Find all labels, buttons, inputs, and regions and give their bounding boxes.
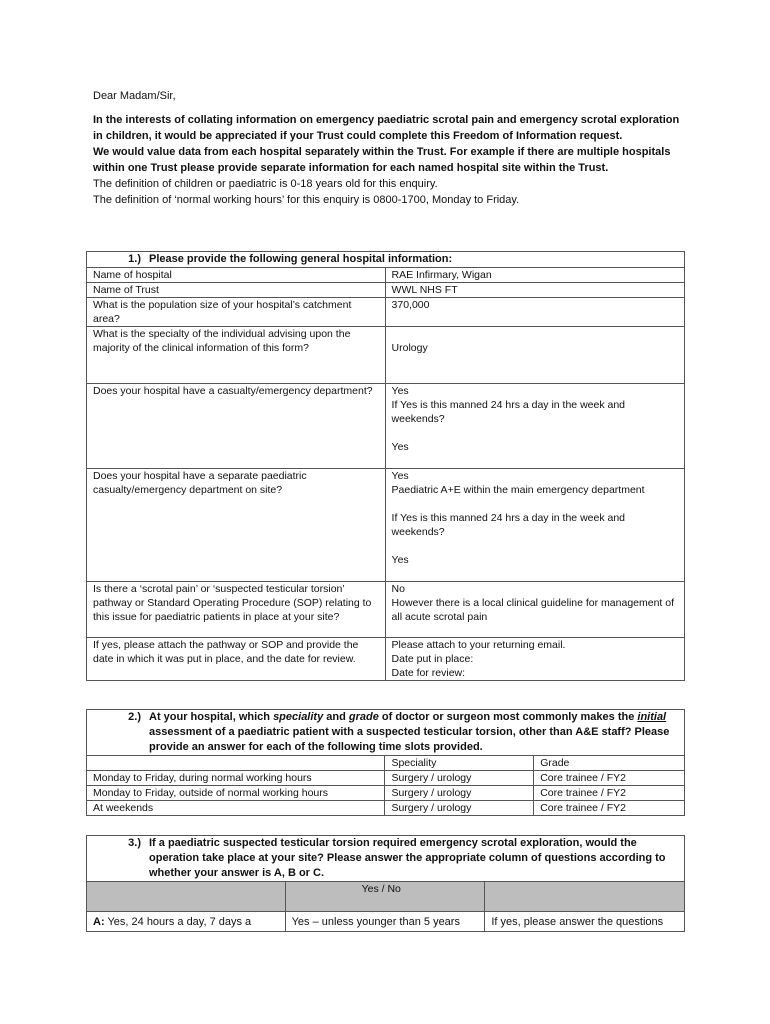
- answer-cell: Yes Paediatric A+E within the main emergency department If Yes is this manned 24 hrs a day in the week and weekends? Yes: [385, 469, 684, 582]
- table-row: [87, 298, 685, 327]
- letter-intro: [93, 88, 683, 208]
- section1-number: 1.): [128, 253, 141, 265]
- section2-title: At your hospital, which speciality and grade of doctor or surgeon most commonly makes the initial assessment of a paediatric patient with a suspected testicular torsion, other than A&E staff? Please provide an answer for each of the following time slots provided.: [149, 711, 670, 753]
- table-row: [87, 283, 685, 298]
- definition-working-hours: The definition of ‘normal working hours’ for this enquiry is 0800-1700, Monday to Friday.: [93, 194, 520, 206]
- definition-children: The definition of children or paediatric is 0-18 years old for this enquiry.: [93, 178, 438, 190]
- table-row: [87, 801, 685, 816]
- section3-table: [86, 835, 685, 932]
- question-cell: If yes, please attach the pathway or SOP and provide the date in which it was put in place, and the date for review.: [87, 638, 386, 681]
- section3-header: [87, 836, 685, 882]
- question-cell: What is the specialty of the individual advising upon the majority of the clinical information of this form?: [87, 327, 386, 384]
- answer-cell: Yes If Yes is this manned 24 hrs a day in the week and weekends? Yes: [385, 384, 684, 469]
- section1-table: [86, 251, 685, 681]
- section2-header: [87, 710, 685, 756]
- question-cell: Name of hospital: [87, 268, 386, 283]
- table-row: [87, 469, 685, 582]
- speciality-cell: Surgery / urology: [385, 786, 534, 801]
- question-cell: Name of Trust: [87, 283, 386, 298]
- table-row: [87, 756, 685, 771]
- time-slot-cell: At weekends: [87, 801, 385, 816]
- section1-title: Please provide the following general hospital information:: [149, 253, 453, 265]
- table-row: [87, 327, 685, 384]
- column-header-grade: Grade: [534, 756, 685, 771]
- grey-cell: [485, 882, 685, 912]
- table-row: [87, 771, 685, 786]
- answer-cell: Urology: [385, 327, 684, 384]
- section3-number: 3.): [128, 837, 141, 849]
- option-a-cell: A: Yes, 24 hours a day, 7 days a: [87, 912, 286, 932]
- section1-header: [87, 252, 685, 268]
- time-slot-cell: Monday to Friday, outside of normal working hours: [87, 786, 385, 801]
- table-row: [87, 582, 685, 638]
- section2-number: 2.): [128, 711, 141, 723]
- option-a-note-cell: If yes, please answer the questions: [485, 912, 685, 932]
- table-row: [87, 786, 685, 801]
- section3-title: If a paediatric suspected testicular torsion required emergency scrotal exploration, would the operation take place at your site? Please answer the appropriate column of questions according to whether your answer is A, B or C.: [149, 837, 666, 879]
- option-a-answer-cell: Yes – unless younger than 5 years: [285, 912, 485, 932]
- answer-cell: WWL NHS FT: [385, 283, 684, 298]
- column-header-yes-no: Yes / No: [285, 882, 485, 912]
- salutation: Dear Madam/Sir,: [93, 90, 176, 102]
- intro-paragraph-1: In the interests of collating information on emergency paediatric scrotal pain and emergency scrotal exploration in children, it would be appreciated if your Trust could complete this Freedom of Information request.: [93, 114, 680, 142]
- question-cell: What is the population size of your hospital’s catchment area?: [87, 298, 386, 327]
- grade-cell: Core trainee / FY2: [534, 801, 685, 816]
- grade-cell: Core trainee / FY2: [534, 786, 685, 801]
- table-row: [87, 384, 685, 469]
- speciality-cell: Surgery / urology: [385, 771, 534, 786]
- section2-table: [86, 709, 685, 816]
- time-slot-cell: Monday to Friday, during normal working hours: [87, 771, 385, 786]
- answer-cell: 370,000: [385, 298, 684, 327]
- speciality-cell: Surgery / urology: [385, 801, 534, 816]
- empty-cell: [87, 756, 385, 771]
- question-cell: Is there a ‘scrotal pain’ or ‘suspected testicular torsion’ pathway or Standard Operating Procedure (SOP) relating to this issue for paediatric patients in place at your site?: [87, 582, 386, 638]
- question-cell: Does your hospital have a casualty/emergency department?: [87, 384, 386, 469]
- table-row: [87, 882, 685, 912]
- grey-cell: [87, 882, 286, 912]
- question-cell: Does your hospital have a separate paediatric casualty/emergency department on site?: [87, 469, 386, 582]
- table-row: [87, 638, 685, 681]
- answer-cell: No However there is a local clinical guideline for management of all acute scrotal pain: [385, 582, 684, 638]
- intro-paragraph-2: We would value data from each hospital separately within the Trust. For example if there are multiple hospitals within one Trust please provide separate information for each named hospital site within the Trust.: [93, 146, 671, 174]
- answer-cell: RAE Infirmary, Wigan: [385, 268, 684, 283]
- table-row: [87, 912, 685, 932]
- column-header-speciality: Speciality: [385, 756, 534, 771]
- table-row: [87, 268, 685, 283]
- answer-cell: Please attach to your returning email. Date put in place: Date for review:: [385, 638, 684, 681]
- grade-cell: Core trainee / FY2: [534, 771, 685, 786]
